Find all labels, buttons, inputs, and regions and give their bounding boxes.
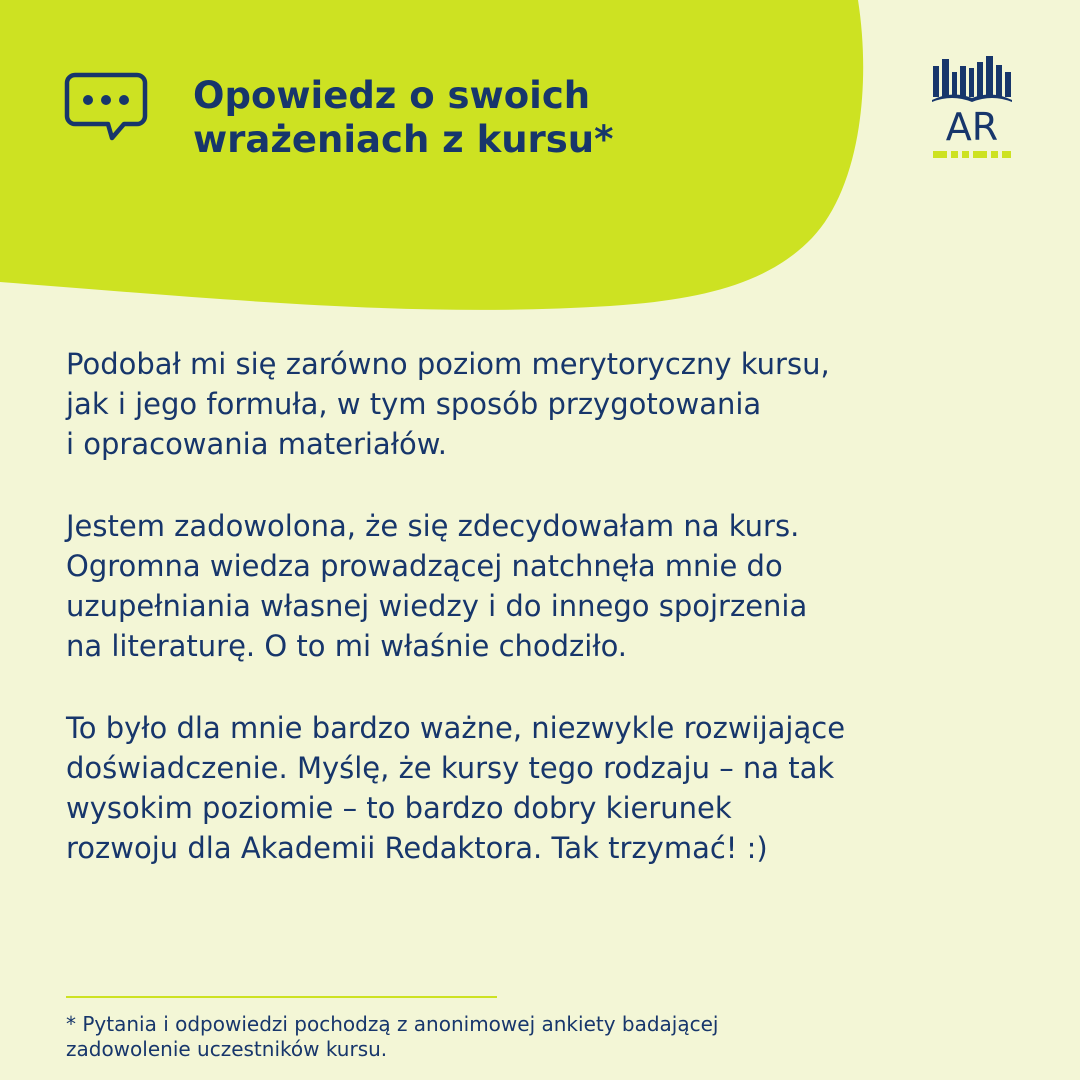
footnote-line: * Pytania i odpowiedzi pochodzą z anonimowej ankiety badającej [66,1012,719,1036]
logo-underline-icon [933,151,1011,158]
testimonial-paragraph-3 [66,708,1026,868]
paragraph-line: jak i jego formuła, w tym sposób przygotowania [66,387,762,421]
testimonial-text [66,344,1026,910]
title-line-2: wrażeniach z kursu* [193,118,614,161]
title-line-1: Opowiedz o swoich [193,74,591,117]
paragraph-line: rozwoju dla Akademii Redaktora. Tak trzymać! :) [66,831,768,865]
testimonial-paragraph-1 [66,344,1026,464]
chat-bubble-icon [64,72,148,142]
paragraph-line: Ogromna wiedza prowadzącej natchnęła mnie do [66,549,783,583]
ar-logo [932,54,1012,162]
paragraph-line: doświadczenie. Myślę, że kursy tego rodzaju – na tak [66,751,835,785]
paragraph-line: uzupełniania własnej wiedzy i do innego spojrzenia [66,589,808,623]
paragraph-line: i opracowania materiałów. [66,427,447,461]
footnote-divider [66,996,497,998]
paragraph-line: Jestem zadowolona, że się zdecydowałam na kurs. [66,509,800,543]
paragraph-line: To było dla mnie bardzo ważne, niezwykle rozwijające [66,711,846,745]
paragraph-line: na literaturę. O to mi właśnie chodziło. [66,629,628,663]
footnote [66,1012,718,1062]
paragraph-line: Podobał mi się zarówno poziom merytoryczny kursu, [66,347,830,381]
logo-bars-icon [933,56,1011,97]
paragraph-line: wysokim poziomie – to bardzo dobry kierunek [66,791,732,825]
logo-text: AR [945,105,999,149]
page-title [193,74,614,162]
footnote-line: zadowolenie uczestników kursu. [66,1037,388,1061]
testimonial-paragraph-2 [66,506,1026,666]
